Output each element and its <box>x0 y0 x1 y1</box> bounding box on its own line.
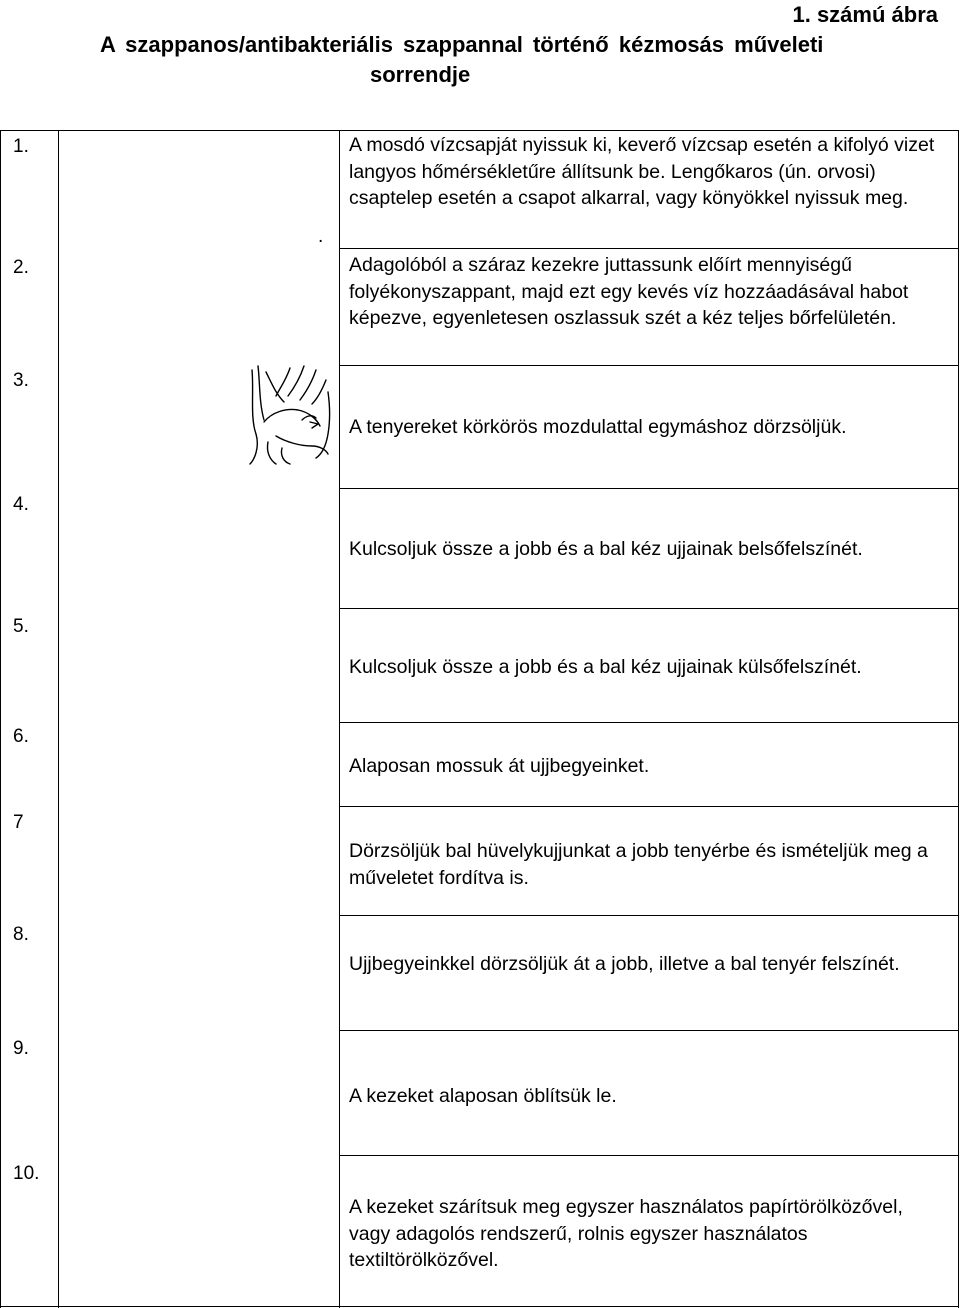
table-border-top <box>0 130 959 131</box>
row-divider <box>339 915 959 916</box>
row-divider <box>339 1030 959 1031</box>
row-divider <box>339 365 959 366</box>
step-text-10: A kezeket szárítsuk meg egyszer használatos papírtörölközővel, vagy adagolós rendszerű, rolnis egyszer használatos textiltörölközővel. <box>349 1196 903 1271</box>
step-number-9: 9. <box>13 1038 29 1059</box>
step-number-1: 1. <box>13 136 29 157</box>
step-text-6: Alaposan mossuk át ujjbegyeinket. <box>349 755 650 777</box>
step-number-3: 3. <box>13 370 29 391</box>
hands-rubbing-illustration <box>246 362 332 466</box>
table-border-left <box>0 130 1 1308</box>
table-border-bottom <box>0 1306 959 1307</box>
document-title-line-2: sorrendje <box>370 62 471 87</box>
step-number-7: 7 <box>13 812 24 833</box>
row-divider <box>339 722 959 723</box>
step-text-1: A mosdó vízcsapját nyissuk ki, keverő vízcsap esetén a kifolyó vizet langyos hőmérsékletűre állítsunk be. Lengőkaros (ún. orvosi) csaptelep esetén a csapot alkarral, vagy könyökkel nyissuk meg. <box>349 134 935 209</box>
step-text-8: Ujjbegyeinkkel dörzsöljük át a jobb, illetve a bal tenyér felszínét. <box>349 953 900 975</box>
column-divider-image <box>339 130 340 1308</box>
stray-dot: . <box>318 226 324 247</box>
document-title-line-1: A szappanos/antibakteriális szappannal történő kézmosás műveleti <box>100 32 824 57</box>
step-number-2: 2. <box>13 257 29 278</box>
step-text-3: A tenyereket körkörös mozdulattal egymáshoz dörzsöljük. <box>349 416 847 438</box>
row-divider <box>339 608 959 609</box>
step-text-2: Adagolóból a száraz kezekre juttassunk előírt mennyiségű folyékonyszappant, majd ezt egy kevés víz hozzáadásával habot képezve, egyenletesen oszlassuk szét a kéz teljes bőrfelületén. <box>349 254 909 329</box>
step-text-7: Dörzsöljük bal hüvelykujjunkat a jobb tenyérbe és ismételjük meg a műveletet fordítva is. <box>349 840 928 889</box>
row-divider <box>339 1155 959 1156</box>
row-divider <box>339 248 959 249</box>
step-text-4: Kulcsoljuk össze a jobb és a bal kéz ujjainak belsőfelszínét. <box>349 538 863 560</box>
row-divider <box>339 488 959 489</box>
column-divider-number <box>58 130 59 1308</box>
step-number-8: 8. <box>13 924 29 945</box>
step-number-6: 6. <box>13 726 29 747</box>
step-text-5: Kulcsoljuk össze a jobb és a bal kéz ujjainak külsőfelszínét. <box>349 656 862 678</box>
step-number-5: 5. <box>13 616 29 637</box>
step-number-10: 10. <box>13 1163 40 1184</box>
table-border-right <box>958 130 959 1308</box>
figure-label: 1. számú ábra <box>792 2 938 27</box>
step-number-4: 4. <box>13 494 29 515</box>
row-divider <box>339 806 959 807</box>
step-text-9: A kezeket alaposan öblítsük le. <box>349 1085 617 1107</box>
